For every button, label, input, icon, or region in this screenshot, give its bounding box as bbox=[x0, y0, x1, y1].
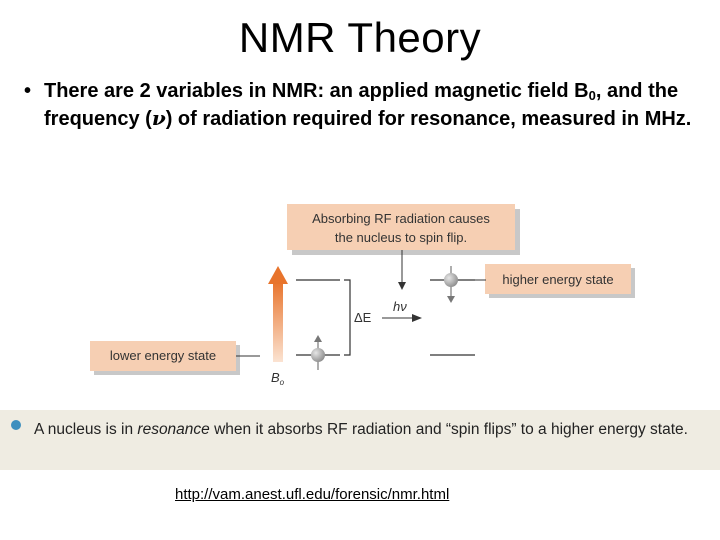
higher-energy-box bbox=[485, 264, 635, 298]
nucleus-lower bbox=[311, 335, 325, 370]
source-link[interactable]: http://vam.anest.ufl.edu/forensic/nmr.html bbox=[175, 486, 450, 503]
higher-energy-label: higher energy state bbox=[502, 272, 614, 287]
nu-symbol: ν bbox=[151, 106, 166, 130]
slide-title: NMR Theory bbox=[238, 14, 482, 61]
lower-energy-box bbox=[90, 341, 240, 375]
figure-caption bbox=[34, 418, 704, 441]
hv-arrowhead bbox=[412, 314, 422, 322]
bullet-text-part1: There are 2 variables in NMR: an applied magnetic field B bbox=[44, 80, 589, 102]
spin-flip-line-2: the nucleus to spin flip. bbox=[334, 230, 468, 245]
caption-part2: when it absorbs RF radiation and “spin flips” to a higher energy state. bbox=[209, 421, 688, 438]
bullet-marker: • bbox=[24, 80, 32, 102]
delta-e-bracket bbox=[344, 280, 350, 355]
caption-part1: A nucleus is in bbox=[34, 421, 138, 438]
nucleus-higher bbox=[444, 266, 458, 303]
spin-flip-box bbox=[287, 204, 520, 255]
box-pointer-arrowhead bbox=[398, 282, 406, 290]
hv-label: hν bbox=[393, 299, 407, 314]
field-arrow bbox=[268, 266, 288, 362]
caption-emphasis: resonance bbox=[137, 421, 210, 438]
bullet-text-part2: , and the frequency ( bbox=[44, 80, 679, 130]
caption-bullet-icon bbox=[11, 420, 21, 430]
bullet-subscript: 0 bbox=[588, 88, 596, 103]
bullet-text-part3: ) of radiation required for resonance, measured in MHz. bbox=[165, 108, 692, 130]
lower-energy-label: lower energy state bbox=[109, 348, 217, 363]
delta-e-label: ΔE bbox=[354, 310, 372, 325]
b0-label: $B_o$ bbox=[271, 370, 285, 387]
spin-flip-line-1: Absorbing RF radiation causes bbox=[312, 211, 490, 226]
